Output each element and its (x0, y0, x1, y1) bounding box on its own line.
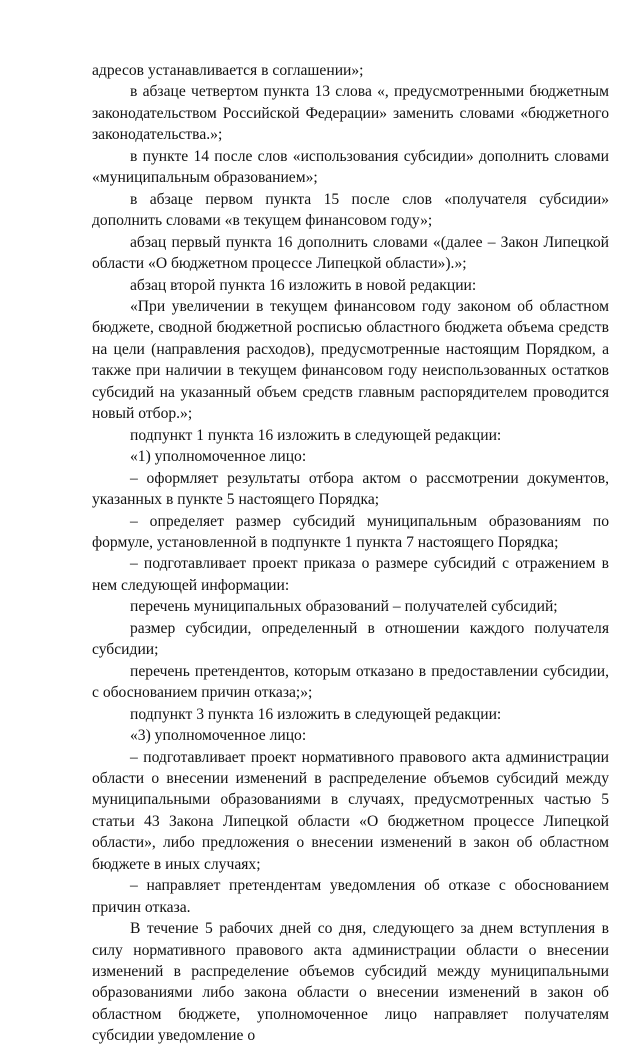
paragraph: в абзаце первом пункта 15 после слов «получателя субсидии» дополнить словами «в текущем финансовом году»; (92, 190, 609, 230)
paragraph: абзац первый пункта 16 дополнить словами «(далее – Закон Липецкой области «О бюджетном процессе Липецкой области»).»; (92, 233, 609, 273)
paragraph: абзац второй пункта 16 изложить в новой редакции: (130, 276, 477, 294)
paragraph: подпункт 3 пункта 16 изложить в следующей редакции: (130, 705, 502, 723)
paragraph: адресов устанавливается в соглашении»; (92, 62, 364, 79)
paragraph: подпункт 1 пункта 16 изложить в следующей редакции: (130, 426, 502, 444)
paragraph: в абзаце четвертом пункта 13 слова «, предусмотренными бюджетным законодательством Российской Федерации» заменить словами «бюджетного законодательства.»; (92, 83, 609, 144)
paragraph: размер субсидии, определенный в отношении каждого получателя субсидии; (92, 619, 609, 659)
paragraph: – оформляет результаты отбора актом о рассмотрении документов, указанных в пункте 5 настоящего Порядка; (92, 469, 609, 509)
paragraph: – подготавливает проект приказа о размере субсидий с отражением в нем следующей информации: (92, 555, 609, 594)
paragraph: перечень муниципальных образований – получателей субсидий; (130, 598, 558, 616)
paragraph: В течение 5 рабочих дней со дня, следующего за днем вступления в силу нормативного правового акта администрации области о внесении изменений в распределение объемов субсидий между муниципальными образованиями либо закона области о внесении изменений в закон об областном бюджете, уполномоченное лицо направляет получателям субсидии уведомление о (92, 920, 609, 1045)
paragraph: «1) уполномоченное лицо: (130, 448, 307, 466)
paragraph: «При увеличении в текущем финансовом году законом об областном бюджете, сводной бюджетной росписью областного бюджета объема средств на цели (направления расходов), предусмотренные настоящим Порядком, а также при наличии в текущем финансовом году неиспользованных остатков субсидий на указанный объем средств главным распорядителем проводится новый отбор.»; (92, 297, 609, 423)
paragraph: в пункте 14 после слов «использования субсидии» дополнить словами «муниципальным образованием»; (92, 147, 609, 187)
paragraph: – направляет претендентам уведомления об отказе с обоснованием причин отказа. (92, 877, 609, 916)
paragraph: перечень претендентов, которым отказано в предоставлении субсидии, с обоснованием причин отказа;»; (92, 662, 609, 702)
paragraph: – определяет размер субсидий муниципальным образованиям по формуле, установленной в подпункте 1 пункта 7 настоящего Порядка; (92, 512, 609, 551)
paragraph: – подготавливает проект нормативного правового акта администрации области о внесении изменений в распределение объемов субсидий между муниципальными образованиями в случаях, предусмотренных частью 5 статьи 43 Закона Липецкой области «О бюджетном процессе Липецкой области», либо предложения о внесении изменений в закон об областном бюджете в иных случаях; (92, 748, 609, 873)
paragraph: «3) уполномоченное лицо: (130, 727, 307, 745)
